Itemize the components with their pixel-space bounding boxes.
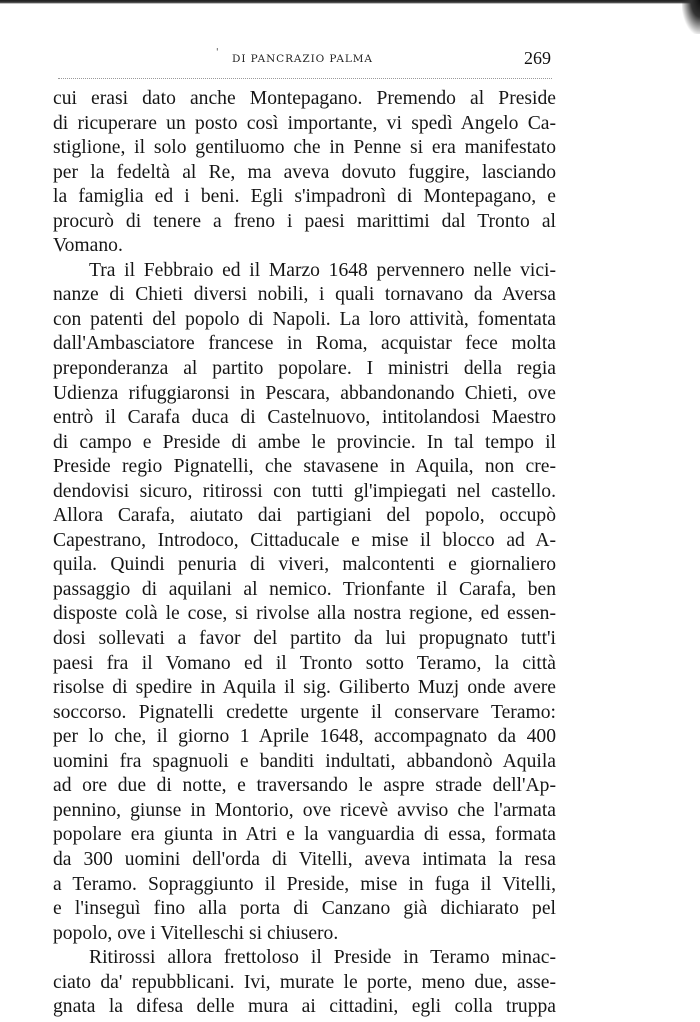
text-line: disposte colà le cose, si rivolse alla nostra regione, ed essen- (53, 603, 556, 625)
page-number: 269 (524, 48, 551, 68)
running-head (0, 48, 700, 70)
text-line: dosi sollevati a favor del partito da lui propugnato tutt'i (53, 628, 556, 650)
text-line: per la fedeltà al Re, ma aveva dovuto fuggire, lasciando (53, 161, 556, 183)
text-line: ciato da' repubblicani. Ivi, murate le porte, meno due, asse- (53, 971, 556, 993)
text-line: per lo che, il giorno 1 Aprile 1648, accompagnato da 400 (53, 726, 556, 748)
paragraph-start-line: Ritirossi allora frettoloso il Preside in Teramo minac- (89, 947, 556, 969)
text-line: popolare era giunta in Atri e la vanguardia di essa, formata (53, 824, 556, 846)
text-line: con patenti del popolo di Napoli. La loro attività, fomentata (53, 308, 556, 330)
text-line: paesi fra il Vomano ed il Tronto sotto Teramo, la città (53, 652, 556, 674)
text-line: pennino, giunse in Montorio, ove ricevè avviso che l'armata (53, 799, 556, 821)
text-line: cui erasi dato anche Montepagano. Premendo al Preside (53, 88, 556, 109)
text-line: Preside regio Pignatelli, che stavasene in Aquila, non cre- (53, 456, 556, 478)
paragraph-start-line: Tra il Febbraio ed il Marzo 1648 pervennero nelle vici- (89, 259, 556, 281)
text-line: Udienza rifuggiaronsi in Pescara, abbandonando Chieti, ove (53, 382, 556, 404)
text-line: di ricuperare un posto così importante, vi spedì Angelo Ca- (53, 112, 556, 134)
text-line: di campo e Preside di ambe le provincie. In tal tempo il (53, 431, 556, 453)
text-line: la famiglia ed i beni. Egli s'impadronì di Montepagano, e (53, 186, 556, 208)
text-line: e l'inseguì fino alla porta di Canzano già dichiarato pel (53, 898, 556, 920)
running-title: DI PANCRAZIO PALMA (232, 53, 373, 65)
scan-edge-top (0, 0, 700, 4)
text-line: dendovisi sicuro, ritirossi con tutti gl'impiegati nel castello. (53, 480, 556, 502)
text-line: quila. Quindi penuria di viveri, malcontenti e giornaliero (53, 554, 556, 576)
header-rule (58, 78, 552, 79)
text-line: dall'Ambasciatore francese in Roma, acquistar fece molta (53, 333, 556, 355)
text-line: uomini fra spagnuoli e banditi indultati, abbandonò Aquila (53, 750, 556, 772)
text-line: preponderanza al partito popolare. I ministri della regia (53, 358, 556, 380)
paragraph-end-line: Vomano. (53, 235, 123, 257)
text-line: Capestrano, Introdoco, Cittaducale e mise il blocco ad A- (53, 529, 556, 551)
text-line: passaggio di aquilani al nemico. Trionfante il Carafa, ben (53, 578, 556, 600)
text-line: procurò di tenere a freno i paesi marittimi dal Tronto al (53, 210, 556, 232)
text-line: nanze di Chieti diversi nobili, i quali tornavano da Aversa (53, 284, 556, 306)
ink-mark: ' (216, 48, 219, 58)
text-line: stiglione, il solo gentiluomo che in Penne si era manifestato (53, 137, 556, 159)
text-line: ad ore due di notte, e traversando le aspre strade dell'Ap- (53, 775, 556, 797)
text-line: gnata la difesa delle mura ai cittadini, egli colla truppa (53, 996, 556, 1018)
body-text (53, 87, 556, 1020)
text-line: Allora Carafa, aiutato dai partigiani del popolo, occupò (53, 505, 556, 527)
text-line: soccorso. Pignatelli credette urgente il conservare Teramo: (53, 701, 556, 723)
scan-edge-corner (682, 0, 700, 34)
text-line: risolse di spedire in Aquila il sig. Giliberto Muzj onde avere (53, 677, 556, 699)
text-line: a Teramo. Sopraggiunto il Preside, mise in fuga il Vitelli, (53, 873, 556, 895)
paragraph-end-line: popolo, ove i Vitelleschi si chiusero. (53, 922, 339, 944)
text-line: entrò il Carafa duca di Castelnuovo, intitolandosi Maestro (53, 407, 556, 429)
text-line: da 300 uomini dell'orda di Vitelli, aveva intimata la resa (53, 848, 556, 870)
